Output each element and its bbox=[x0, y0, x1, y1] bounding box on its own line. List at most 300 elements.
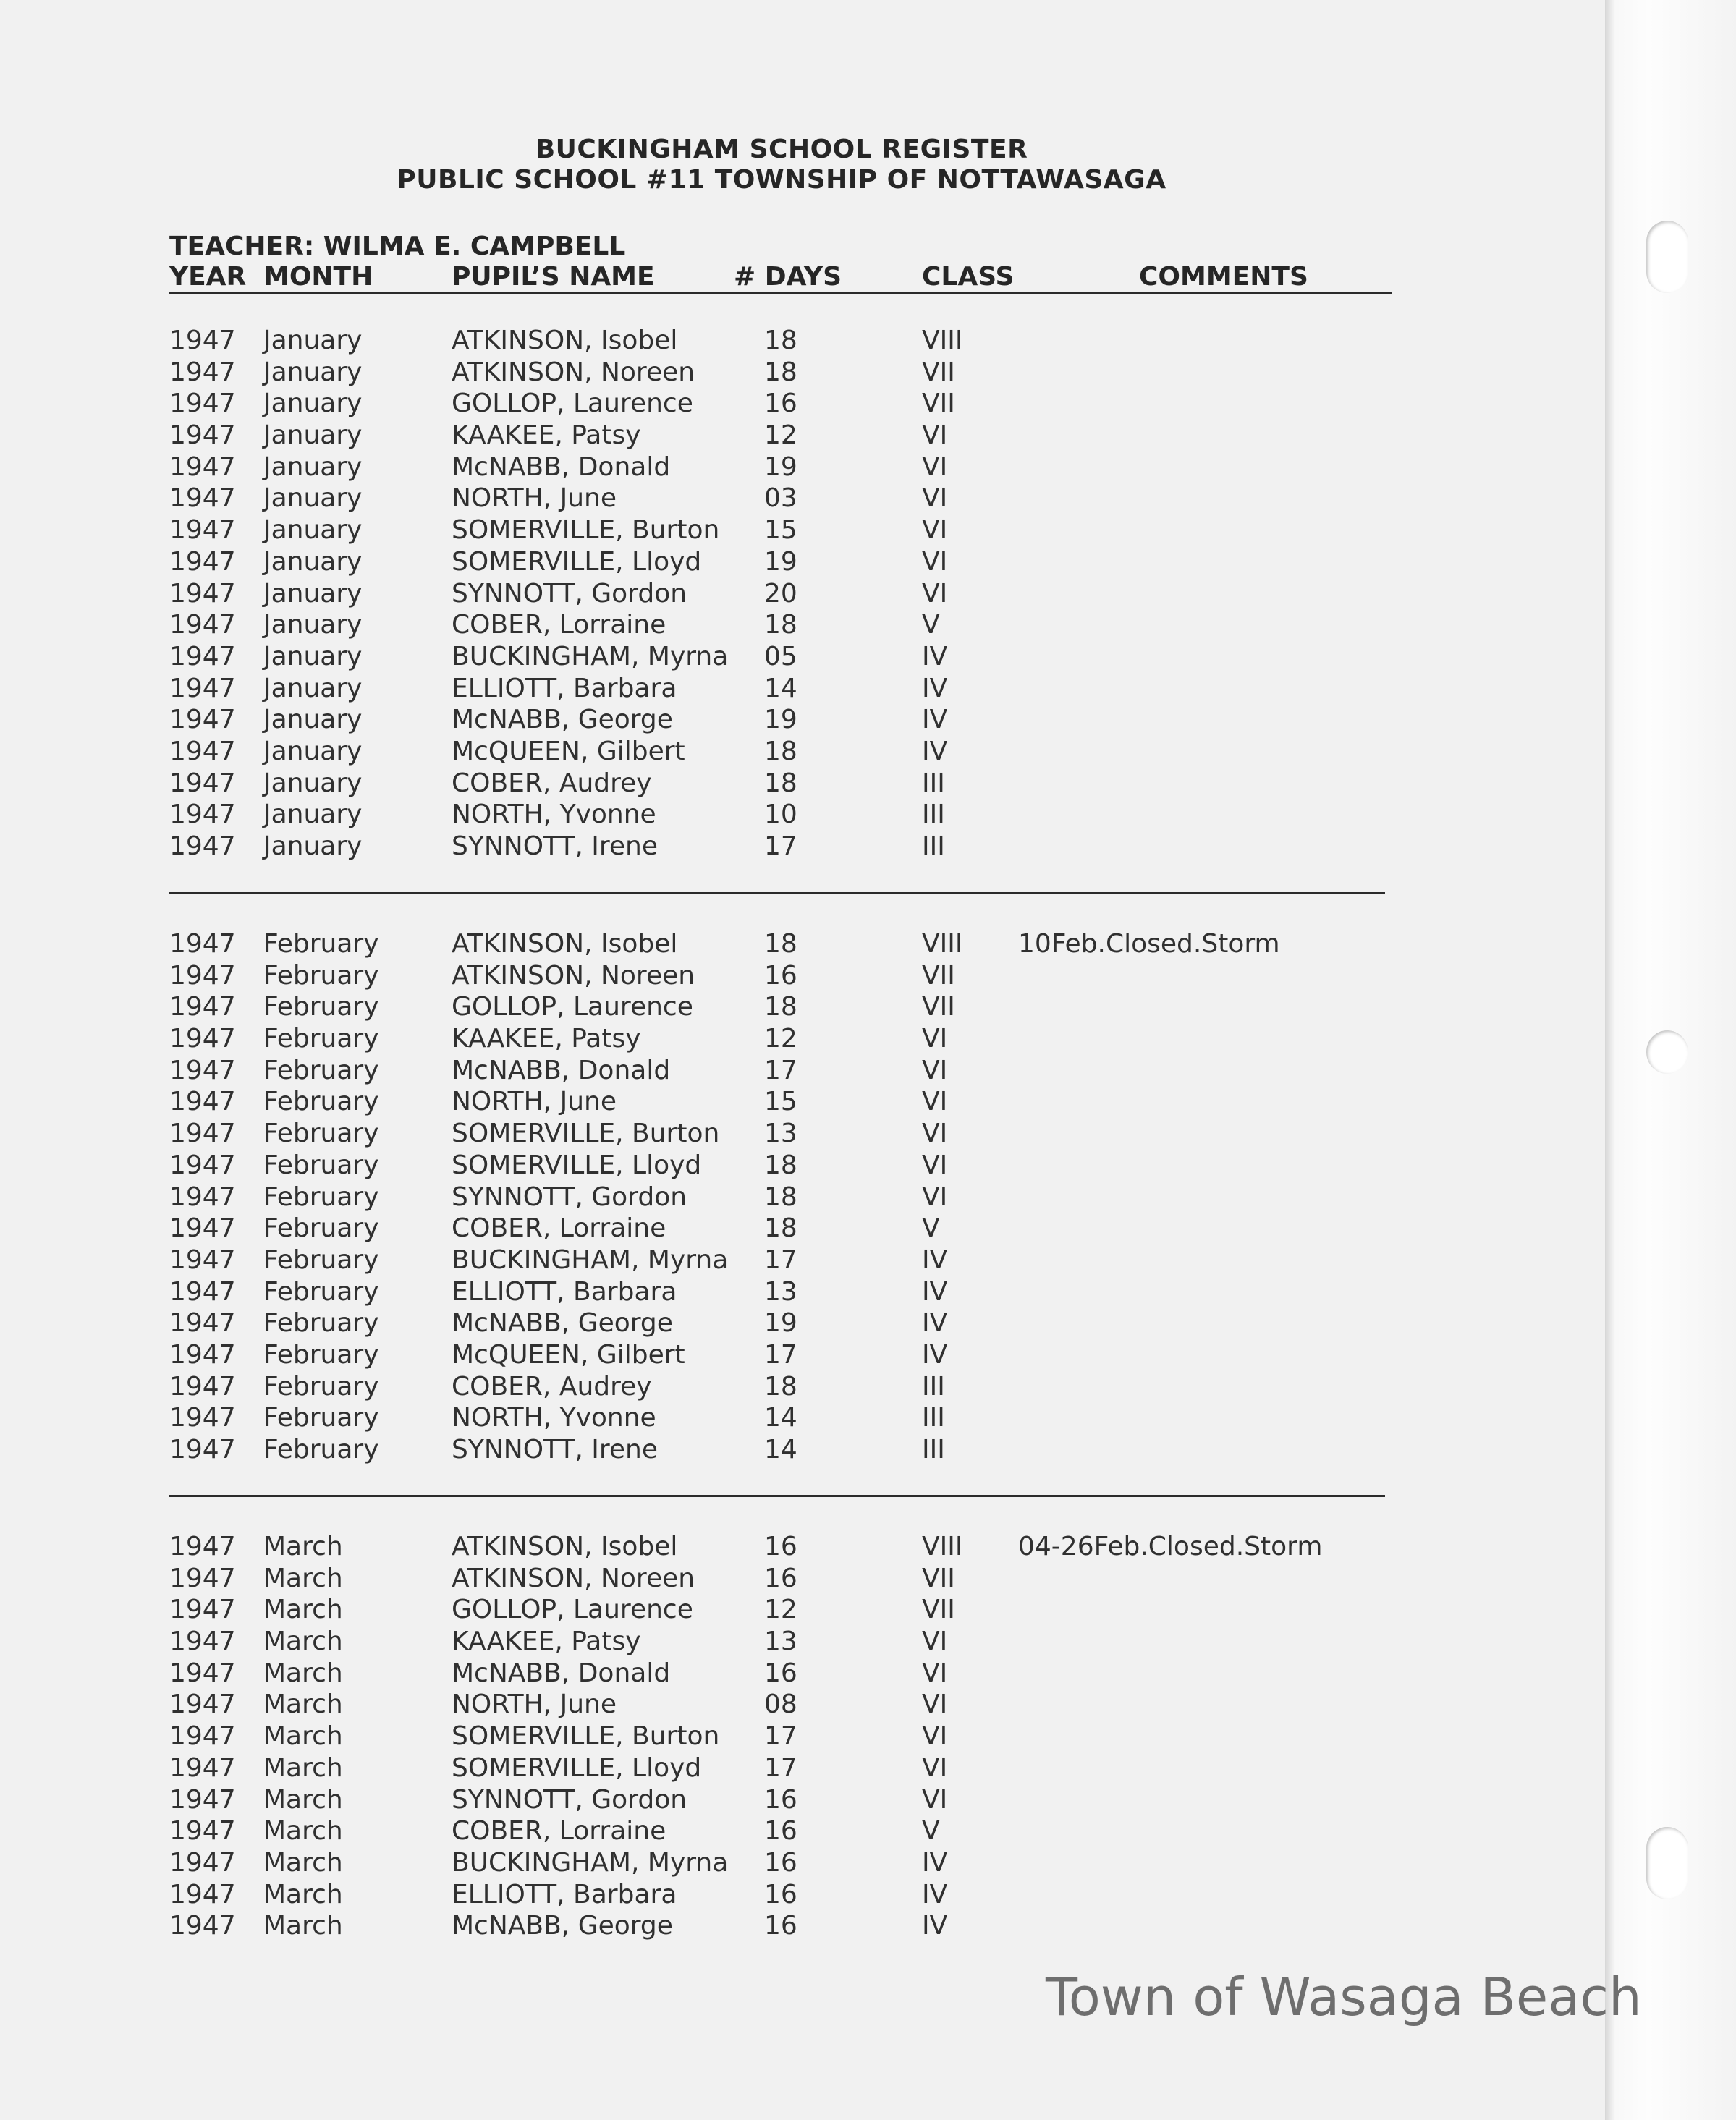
punch-hole bbox=[1646, 1827, 1688, 1899]
cell-year: 1947 bbox=[169, 420, 236, 451]
cell-month: February bbox=[263, 960, 379, 991]
table-row bbox=[169, 1308, 1392, 1340]
cell-pupil-name: ATKINSON, Isobel bbox=[452, 1532, 678, 1561]
column-header-class: CLASS bbox=[922, 262, 1015, 292]
cell-days: 13 bbox=[764, 1627, 797, 1657]
cell-class: VII bbox=[922, 992, 955, 1022]
table-row bbox=[169, 1532, 1392, 1564]
cell-year: 1947 bbox=[169, 1847, 236, 1878]
cell-month: January bbox=[263, 673, 363, 703]
cell-month: February bbox=[263, 1245, 379, 1275]
cell-pupil-name: SOMERVILLE, Lloyd bbox=[452, 546, 702, 577]
cell-month: February bbox=[263, 1403, 379, 1433]
cell-year: 1947 bbox=[169, 929, 236, 959]
table-row bbox=[169, 1911, 1392, 1943]
cell-pupil-name: SOMERVILLE, Lloyd bbox=[452, 1150, 702, 1180]
cell-month: January bbox=[263, 546, 363, 577]
cell-pupil-name: COBER, Audrey bbox=[452, 1371, 652, 1402]
cell-month: February bbox=[263, 1213, 379, 1244]
cell-year: 1947 bbox=[169, 1816, 236, 1846]
cell-days: 18 bbox=[764, 929, 797, 959]
cell-month: February bbox=[263, 1435, 379, 1464]
cell-pupil-name: McNABB, George bbox=[452, 705, 673, 735]
table-row bbox=[169, 1689, 1392, 1721]
cell-class: III bbox=[922, 1371, 945, 1402]
cell-pupil-name: SOMERVILLE, Burton bbox=[452, 1119, 720, 1149]
cell-days: 17 bbox=[764, 831, 797, 861]
table-row bbox=[169, 1564, 1392, 1595]
cell-pupil-name: SOMERVILLE, Burton bbox=[452, 1721, 720, 1752]
table-row bbox=[169, 1721, 1392, 1753]
table-row bbox=[169, 483, 1392, 515]
cell-pupil-name: BUCKINGHAM, Myrna bbox=[452, 1847, 729, 1878]
cell-class: IV bbox=[922, 736, 948, 766]
table-row bbox=[169, 1595, 1392, 1627]
cell-pupil-name: BUCKINGHAM, Myrna bbox=[452, 1245, 729, 1275]
table-row bbox=[169, 768, 1392, 800]
column-header-month: MONTH bbox=[263, 262, 373, 292]
cell-pupil-name: SYNNOTT, Gordon bbox=[452, 578, 687, 609]
cell-month: February bbox=[263, 1119, 379, 1149]
column-header-days: # DAYS bbox=[734, 262, 842, 292]
section-divider bbox=[169, 892, 1385, 894]
cell-year: 1947 bbox=[169, 1276, 236, 1307]
cell-days: 17 bbox=[764, 1721, 797, 1752]
cell-class: III bbox=[922, 831, 945, 861]
cell-class: VI bbox=[922, 546, 948, 577]
table-row bbox=[169, 1372, 1392, 1404]
table-row bbox=[169, 642, 1392, 674]
table-row bbox=[169, 1403, 1392, 1435]
cell-days: 17 bbox=[764, 1752, 797, 1783]
cell-class: VI bbox=[922, 1721, 948, 1752]
cell-month: March bbox=[263, 1879, 343, 1909]
cell-days: 19 bbox=[764, 451, 797, 482]
table-row bbox=[169, 1150, 1392, 1182]
register-subtitle: PUBLIC SCHOOL #11 TOWNSHIP OF NOTTAWASAGA bbox=[397, 165, 1166, 195]
cell-month: February bbox=[263, 992, 379, 1022]
cell-year: 1947 bbox=[169, 1024, 236, 1054]
cell-month: January bbox=[263, 483, 363, 514]
cell-days: 18 bbox=[764, 1213, 797, 1244]
cell-month: February bbox=[263, 1339, 379, 1370]
cell-class: VI bbox=[922, 515, 948, 546]
cell-class: IV bbox=[922, 1847, 948, 1878]
cell-year: 1947 bbox=[169, 326, 236, 355]
cell-year: 1947 bbox=[169, 768, 236, 798]
cell-month: January bbox=[263, 515, 363, 546]
cell-class: VI bbox=[922, 1689, 948, 1720]
cell-year: 1947 bbox=[169, 357, 236, 387]
table-row bbox=[169, 579, 1392, 611]
cell-class: VIII bbox=[922, 1532, 963, 1561]
table-row bbox=[169, 515, 1392, 547]
cell-month: February bbox=[263, 1150, 379, 1180]
cell-class: III bbox=[922, 768, 945, 798]
teacher-label: TEACHER: WILMA E. CAMPBELL bbox=[169, 232, 626, 261]
cell-month: February bbox=[263, 929, 379, 959]
cell-class: VI bbox=[922, 1784, 948, 1815]
table-row bbox=[169, 1119, 1392, 1150]
cell-year: 1947 bbox=[169, 1784, 236, 1815]
cell-pupil-name: GOLLOP, Laurence bbox=[452, 992, 693, 1022]
table-row bbox=[169, 357, 1392, 389]
cell-pupil-name: McNABB, George bbox=[452, 1911, 673, 1941]
table-row bbox=[169, 1213, 1392, 1245]
cell-days: 16 bbox=[764, 1563, 797, 1593]
cell-year: 1947 bbox=[169, 992, 236, 1022]
table-row bbox=[169, 1340, 1392, 1372]
cell-month: March bbox=[263, 1784, 343, 1815]
table-row bbox=[169, 1024, 1392, 1056]
cell-days: 19 bbox=[764, 705, 797, 735]
cell-class: VII bbox=[922, 1595, 955, 1625]
table-row bbox=[169, 452, 1392, 484]
cell-class: VI bbox=[922, 1087, 948, 1117]
table-row bbox=[169, 389, 1392, 420]
cell-year: 1947 bbox=[169, 960, 236, 991]
cell-month: January bbox=[263, 641, 363, 671]
cell-pupil-name: ELLIOTT, Barbara bbox=[452, 1879, 677, 1909]
table-row bbox=[169, 1435, 1392, 1467]
cell-class: VI bbox=[922, 1119, 948, 1149]
cell-year: 1947 bbox=[169, 451, 236, 482]
cell-days: 18 bbox=[764, 1182, 797, 1212]
cell-pupil-name: McNABB, Donald bbox=[452, 1658, 671, 1688]
cell-year: 1947 bbox=[169, 1403, 236, 1433]
cell-days: 13 bbox=[764, 1276, 797, 1307]
cell-year: 1947 bbox=[169, 1627, 236, 1657]
cell-year: 1947 bbox=[169, 1689, 236, 1720]
cell-year: 1947 bbox=[169, 483, 236, 514]
cell-days: 16 bbox=[764, 1879, 797, 1909]
cell-class: IV bbox=[922, 1245, 948, 1275]
cell-year: 1947 bbox=[169, 1371, 236, 1402]
table-row bbox=[169, 420, 1392, 452]
cell-year: 1947 bbox=[169, 1532, 236, 1561]
cell-class: VI bbox=[922, 1752, 948, 1783]
march-section bbox=[169, 1532, 1392, 1943]
cell-pupil-name: ELLIOTT, Barbara bbox=[452, 1276, 677, 1307]
cell-month: January bbox=[263, 420, 363, 451]
cell-pupil-name: GOLLOP, Laurence bbox=[452, 389, 693, 419]
cell-days: 13 bbox=[764, 1119, 797, 1149]
cell-class: IV bbox=[922, 1308, 948, 1339]
cell-pupil-name: KAAKEE, Patsy bbox=[452, 1024, 641, 1054]
cell-class: VII bbox=[922, 960, 955, 991]
cell-class: VI bbox=[922, 1055, 948, 1085]
cell-days: 17 bbox=[764, 1245, 797, 1275]
cell-class: III bbox=[922, 800, 945, 830]
cell-year: 1947 bbox=[169, 1308, 236, 1339]
cell-days: 12 bbox=[764, 1595, 797, 1625]
cell-pupil-name: COBER, Lorraine bbox=[452, 610, 666, 640]
cell-days: 18 bbox=[764, 768, 797, 798]
cell-year: 1947 bbox=[169, 578, 236, 609]
cell-month: January bbox=[263, 831, 363, 861]
cell-month: March bbox=[263, 1816, 343, 1846]
cell-year: 1947 bbox=[169, 705, 236, 735]
cell-month: March bbox=[263, 1689, 343, 1720]
table-row bbox=[169, 1658, 1392, 1690]
cell-days: 14 bbox=[764, 1403, 797, 1433]
cell-year: 1947 bbox=[169, 1182, 236, 1212]
cell-month: February bbox=[263, 1087, 379, 1117]
cell-days: 20 bbox=[764, 578, 797, 609]
cell-year: 1947 bbox=[169, 1435, 236, 1464]
cell-days: 16 bbox=[764, 1658, 797, 1688]
cell-pupil-name: ATKINSON, Noreen bbox=[452, 1563, 695, 1593]
cell-class: III bbox=[922, 1435, 945, 1464]
cell-comment: 04-26Feb.Closed.Storm bbox=[1018, 1532, 1323, 1561]
table-row bbox=[169, 1245, 1392, 1277]
cell-pupil-name: NORTH, June bbox=[452, 1087, 617, 1117]
watermark: Town of Wasaga Beach bbox=[1046, 1967, 1642, 2027]
cell-month: March bbox=[263, 1847, 343, 1878]
cell-class: V bbox=[922, 1816, 940, 1846]
cell-month: January bbox=[263, 610, 363, 640]
cell-days: 12 bbox=[764, 1024, 797, 1054]
cell-month: March bbox=[263, 1532, 343, 1561]
cell-year: 1947 bbox=[169, 800, 236, 830]
cell-year: 1947 bbox=[169, 1879, 236, 1909]
cell-class: VI bbox=[922, 483, 948, 514]
cell-pupil-name: McQUEEN, Gilbert bbox=[452, 736, 685, 766]
table-row bbox=[169, 1056, 1392, 1087]
cell-pupil-name: COBER, Lorraine bbox=[452, 1213, 666, 1244]
cell-class: III bbox=[922, 1403, 945, 1433]
cell-pupil-name: NORTH, June bbox=[452, 483, 617, 514]
cell-year: 1947 bbox=[169, 1563, 236, 1593]
cell-year: 1947 bbox=[169, 515, 236, 546]
table-row bbox=[169, 1848, 1392, 1880]
cell-month: January bbox=[263, 357, 363, 387]
section-divider bbox=[169, 1495, 1385, 1497]
cell-year: 1947 bbox=[169, 1595, 236, 1625]
punch-hole bbox=[1646, 1030, 1688, 1074]
cell-pupil-name: SYNNOTT, Gordon bbox=[452, 1182, 687, 1212]
cell-month: January bbox=[263, 326, 363, 355]
cell-class: IV bbox=[922, 1339, 948, 1370]
cell-days: 19 bbox=[764, 1308, 797, 1339]
cell-class: VI bbox=[922, 1024, 948, 1054]
cell-days: 16 bbox=[764, 389, 797, 419]
cell-pupil-name: McNABB, George bbox=[452, 1308, 673, 1339]
cell-class: VI bbox=[922, 578, 948, 609]
cell-year: 1947 bbox=[169, 1752, 236, 1783]
cell-month: February bbox=[263, 1371, 379, 1402]
cell-pupil-name: NORTH, June bbox=[452, 1689, 617, 1720]
table-row bbox=[169, 326, 1392, 357]
table-row bbox=[169, 800, 1392, 831]
cell-year: 1947 bbox=[169, 673, 236, 703]
cell-class: V bbox=[922, 610, 940, 640]
column-header-name: PUPIL’S NAME bbox=[452, 262, 655, 292]
cell-days: 18 bbox=[764, 992, 797, 1022]
cell-class: IV bbox=[922, 673, 948, 703]
cell-pupil-name: KAAKEE, Patsy bbox=[452, 1627, 641, 1657]
table-row bbox=[169, 831, 1392, 863]
cell-year: 1947 bbox=[169, 1339, 236, 1370]
cell-year: 1947 bbox=[169, 736, 236, 766]
cell-month: February bbox=[263, 1276, 379, 1307]
cell-days: 18 bbox=[764, 1150, 797, 1180]
cell-days: 14 bbox=[764, 673, 797, 703]
cell-month: February bbox=[263, 1055, 379, 1085]
cell-days: 19 bbox=[764, 546, 797, 577]
cell-days: 16 bbox=[764, 1784, 797, 1815]
cell-year: 1947 bbox=[169, 1119, 236, 1149]
cell-days: 16 bbox=[764, 1816, 797, 1846]
cell-class: VI bbox=[922, 420, 948, 451]
table-row bbox=[169, 1087, 1392, 1119]
cell-pupil-name: COBER, Audrey bbox=[452, 768, 652, 798]
cell-month: January bbox=[263, 451, 363, 482]
table-row bbox=[169, 705, 1392, 737]
cell-year: 1947 bbox=[169, 546, 236, 577]
cell-class: VIII bbox=[922, 929, 963, 959]
table-row bbox=[169, 547, 1392, 579]
cell-class: IV bbox=[922, 1911, 948, 1941]
table-row bbox=[169, 1182, 1392, 1214]
cell-class: VII bbox=[922, 1563, 955, 1593]
cell-class: VII bbox=[922, 357, 955, 387]
cell-days: 18 bbox=[764, 357, 797, 387]
cell-year: 1947 bbox=[169, 1213, 236, 1244]
table-row bbox=[169, 961, 1392, 993]
cell-days: 18 bbox=[764, 610, 797, 640]
table-row bbox=[169, 1753, 1392, 1785]
cell-pupil-name: ATKINSON, Noreen bbox=[452, 357, 695, 387]
cell-days: 18 bbox=[764, 736, 797, 766]
january-section bbox=[169, 326, 1392, 863]
cell-days: 18 bbox=[764, 326, 797, 355]
cell-class: IV bbox=[922, 641, 948, 671]
cell-month: March bbox=[263, 1627, 343, 1657]
cell-year: 1947 bbox=[169, 1658, 236, 1688]
cell-year: 1947 bbox=[169, 389, 236, 419]
cell-pupil-name: SOMERVILLE, Burton bbox=[452, 515, 720, 546]
cell-days: 17 bbox=[764, 1339, 797, 1370]
cell-month: January bbox=[263, 736, 363, 766]
cell-pupil-name: ATKINSON, Isobel bbox=[452, 929, 678, 959]
cell-class: VI bbox=[922, 1182, 948, 1212]
cell-days: 03 bbox=[764, 483, 797, 514]
cell-pupil-name: ELLIOTT, Barbara bbox=[452, 673, 677, 703]
cell-month: February bbox=[263, 1182, 379, 1212]
cell-year: 1947 bbox=[169, 1150, 236, 1180]
cell-days: 16 bbox=[764, 1911, 797, 1941]
cell-month: March bbox=[263, 1658, 343, 1688]
cell-month: March bbox=[263, 1563, 343, 1593]
cell-month: March bbox=[263, 1721, 343, 1752]
cell-pupil-name: BUCKINGHAM, Myrna bbox=[452, 641, 729, 671]
cell-pupil-name: GOLLOP, Laurence bbox=[452, 1595, 693, 1625]
cell-class: IV bbox=[922, 705, 948, 735]
cell-month: February bbox=[263, 1024, 379, 1054]
cell-days: 17 bbox=[764, 1055, 797, 1085]
cell-year: 1947 bbox=[169, 1245, 236, 1275]
cell-month: January bbox=[263, 389, 363, 419]
cell-days: 08 bbox=[764, 1689, 797, 1720]
register-title: BUCKINGHAM SCHOOL REGISTER bbox=[535, 135, 1028, 164]
cell-year: 1947 bbox=[169, 1911, 236, 1941]
cell-pupil-name: SYNNOTT, Irene bbox=[452, 1435, 659, 1464]
cell-days: 05 bbox=[764, 641, 797, 671]
cell-year: 1947 bbox=[169, 1087, 236, 1117]
cell-pupil-name: SOMERVILLE, Lloyd bbox=[452, 1752, 702, 1783]
column-header-year: YEAR bbox=[169, 262, 247, 292]
table-row bbox=[169, 1785, 1392, 1817]
cell-year: 1947 bbox=[169, 641, 236, 671]
cell-pupil-name: ATKINSON, Isobel bbox=[452, 326, 678, 355]
cell-class: VI bbox=[922, 451, 948, 482]
cell-month: January bbox=[263, 800, 363, 830]
cell-class: VIII bbox=[922, 326, 963, 355]
cell-month: January bbox=[263, 705, 363, 735]
cell-month: March bbox=[263, 1595, 343, 1625]
cell-comment: 10Feb.Closed.Storm bbox=[1018, 929, 1280, 959]
column-header-row bbox=[169, 262, 1392, 294]
cell-pupil-name: NORTH, Yvonne bbox=[452, 800, 656, 830]
cell-class: VII bbox=[922, 389, 955, 419]
february-section bbox=[169, 929, 1392, 1467]
cell-pupil-name: COBER, Lorraine bbox=[452, 1816, 666, 1846]
cell-class: IV bbox=[922, 1276, 948, 1307]
cell-pupil-name: SYNNOTT, Gordon bbox=[452, 1784, 687, 1815]
cell-days: 16 bbox=[764, 1847, 797, 1878]
cell-pupil-name: NORTH, Yvonne bbox=[452, 1403, 656, 1433]
cell-year: 1947 bbox=[169, 831, 236, 861]
cell-pupil-name: KAAKEE, Patsy bbox=[452, 420, 641, 451]
cell-month: March bbox=[263, 1911, 343, 1941]
punch-hole bbox=[1646, 221, 1688, 293]
cell-year: 1947 bbox=[169, 1055, 236, 1085]
cell-days: 10 bbox=[764, 800, 797, 830]
cell-class: VI bbox=[922, 1658, 948, 1688]
table-row bbox=[169, 737, 1392, 768]
cell-month: February bbox=[263, 1308, 379, 1339]
cell-days: 14 bbox=[764, 1435, 797, 1464]
cell-pupil-name: ATKINSON, Noreen bbox=[452, 960, 695, 991]
cell-class: V bbox=[922, 1213, 940, 1244]
cell-pupil-name: McNABB, Donald bbox=[452, 451, 671, 482]
cell-month: January bbox=[263, 768, 363, 798]
table-row bbox=[169, 1816, 1392, 1848]
cell-pupil-name: SYNNOTT, Irene bbox=[452, 831, 659, 861]
cell-days: 16 bbox=[764, 1532, 797, 1561]
cell-days: 18 bbox=[764, 1371, 797, 1402]
cell-days: 12 bbox=[764, 420, 797, 451]
table-row bbox=[169, 1880, 1392, 1912]
table-row bbox=[169, 674, 1392, 705]
cell-days: 16 bbox=[764, 960, 797, 991]
cell-pupil-name: McNABB, Donald bbox=[452, 1055, 671, 1085]
cell-pupil-name: McQUEEN, Gilbert bbox=[452, 1339, 685, 1370]
cell-year: 1947 bbox=[169, 1721, 236, 1752]
cell-month: March bbox=[263, 1752, 343, 1783]
table-row bbox=[169, 992, 1392, 1024]
cell-class: IV bbox=[922, 1879, 948, 1909]
cell-class: VI bbox=[922, 1150, 948, 1180]
table-row bbox=[169, 610, 1392, 642]
cell-days: 15 bbox=[764, 1087, 797, 1117]
cell-month: January bbox=[263, 578, 363, 609]
column-header-comments: COMMENTS bbox=[1139, 262, 1308, 292]
table-row bbox=[169, 1627, 1392, 1658]
cell-days: 15 bbox=[764, 515, 797, 546]
cell-year: 1947 bbox=[169, 610, 236, 640]
